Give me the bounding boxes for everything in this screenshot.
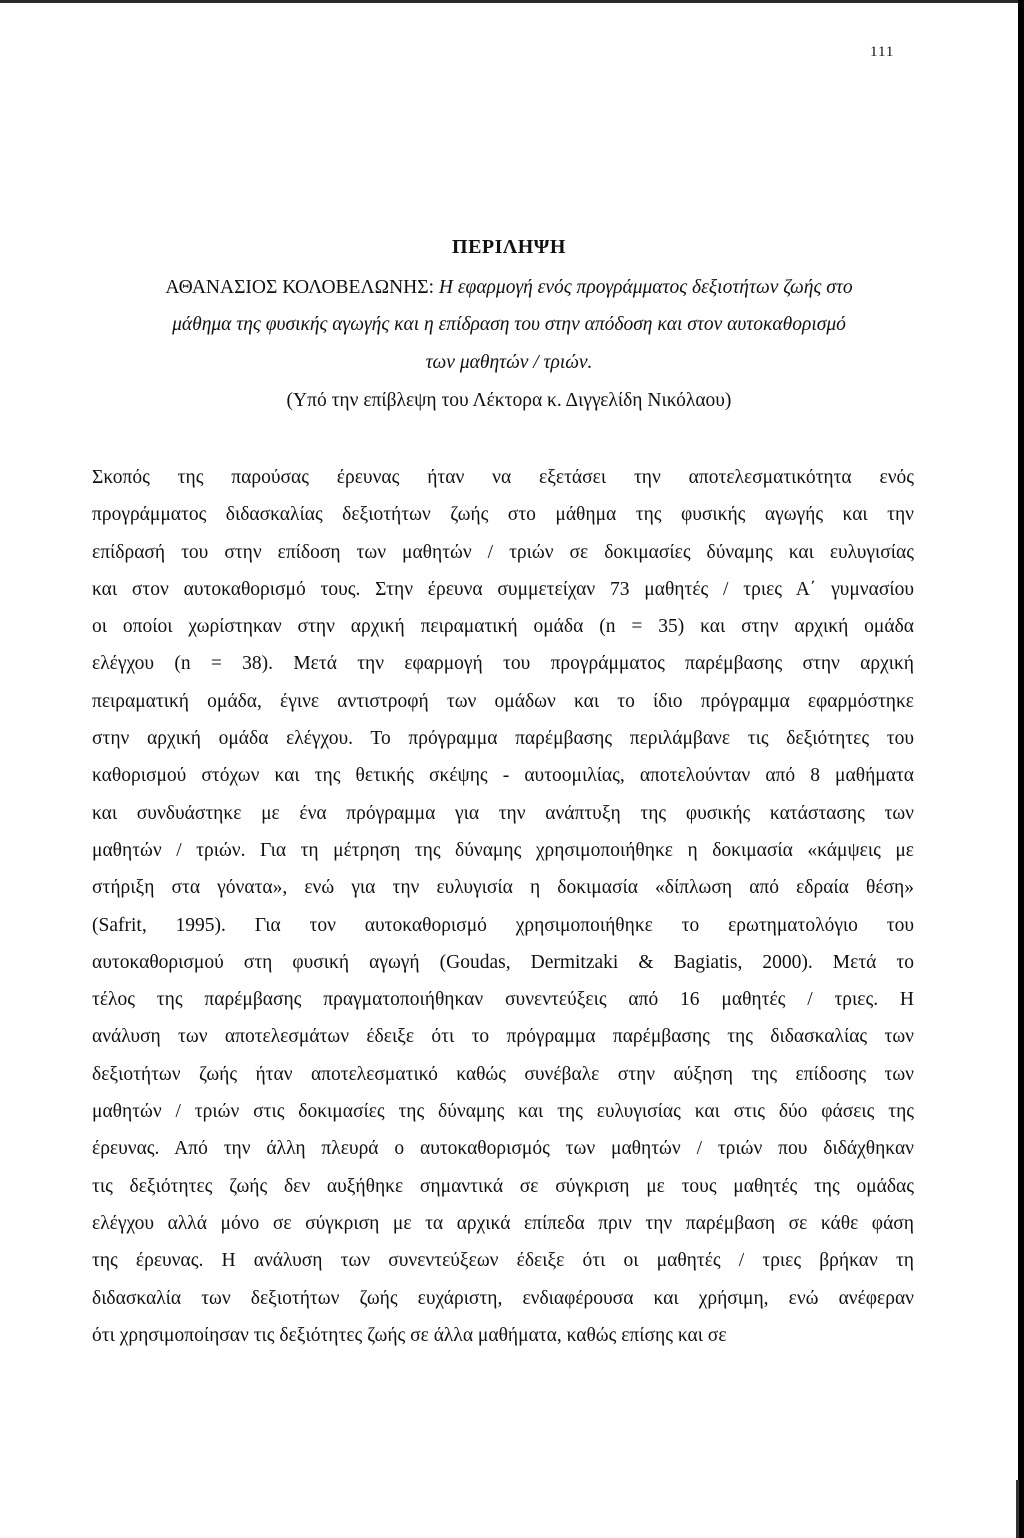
abstract-heading: ΠΕΡΙΛΗΨΗ [452, 236, 566, 258]
scan-right-edge [1018, 0, 1024, 1538]
thesis-title-line-2: μάθημα της φυσικής αγωγής και η επίδραση του στην απόδοση και στον αυτοκαθορισμό [172, 314, 846, 335]
abstract-line: (Safrit, 1995). Για τον αυτοκαθορισμό χρησιμοποιήθηκε το ερωτηματολόγιο του [92, 914, 914, 936]
abstract-line: ότι χρησιμοποίησαν τις δεξιότητες ζωής σε άλλα μαθήματα, καθώς επίσης και σε [92, 1324, 727, 1346]
author-name: ΑΘΑΝΑΣΙΟΣ ΚΟΛΟΒΕΛΩΝΗΣ: [165, 277, 435, 298]
thesis-title-line-1 [0, 277, 1018, 299]
abstract-line: δεξιοτήτων ζωής ήταν αποτελεσματικό καθώς συνέβαλε στην αύξηση της επίδοσης των [92, 1063, 914, 1085]
page-number: 111 [870, 44, 895, 60]
abstract-line: στην αρχική ομάδα ελέγχου. Το πρόγραμμα παρέμβασης περιλάμβανε τις δεξιότητες του [92, 728, 914, 750]
abstract-line: επίδρασή του στην επίδοση των μαθητών / τριών σε δοκιμασίες δύναμης και ευλυγισίας [92, 541, 914, 563]
thesis-title-text: Η εφαρμογή ενός προγράμματος δεξιοτήτων ζωής στο [438, 277, 853, 298]
abstract-line: αυτοκαθορισμού στη φυσική αγωγή (Goudas, Dermitzaki & Bagiatis, 2000). Μετά το [92, 951, 914, 973]
abstract-line: και στον αυτοκαθορισμό τους. Στην έρευνα συμμετείχαν 73 μαθητές / τριες Α΄ γυμνασίου [92, 578, 914, 600]
abstract-line: στήριξη στα γόνατα», ενώ για την ευλυγισία η δοκιμασία «δίπλωση από εδραία θέση» [92, 877, 914, 899]
abstract-line: και συνδυάστηκε με ένα πρόγραμμα για την ανάπτυξη της φυσικής κατάστασης των [92, 802, 914, 824]
abstract-line: ελέγχου αλλά μόνο σε σύγκριση με τα αρχικά επίπεδα πριν την παρέμβαση σε κάθε φάση [92, 1212, 914, 1234]
abstract-line: τις δεξιότητες ζωής δεν αυξήθηκε σημαντικά σε σύγκριση με τους μαθητές της ομάδας [92, 1175, 914, 1197]
abstract-line: τέλος της παρέμβασης πραγματοποιήθηκαν συνεντεύξεις από 16 μαθητές / τριες. Η [92, 989, 914, 1011]
abstract-line: μαθητών / τριών στις δοκιμασίες της δύναμης και της ευλυγισίας και στις δύο φάσεις της [92, 1101, 914, 1123]
abstract-line: προγράμματος διδασκαλίας δεξιοτήτων ζωής στο μάθημα της φυσικής αγωγής και την [92, 504, 914, 526]
abstract-line: της έρευνας. Η ανάλυση των συνεντεύξεων έδειξε ότι οι μαθητές / τριες βρήκαν τη [92, 1250, 914, 1272]
abstract-line: μαθητών / τριών. Για τη μέτρηση της δύναμης χρησιμοποιήθηκε η δοκιμασία «κάμψεις με [92, 839, 914, 861]
abstract-line: διδασκαλία των δεξιοτήτων ζωής ευχάριστη, ενδιαφέρουσα και χρήσιμη, ενώ ανέφεραν [92, 1287, 914, 1309]
scan-top-border [0, 0, 1018, 3]
abstract-line: οι οποίοι χωρίστηκαν στην αρχική πειραματική ομάδα (n = 35) και στην αρχική ομάδα [92, 616, 914, 638]
abstract-line: ελέγχου (n = 38). Μετά την εφαρμογή του προγράμματος παρέμβασης στην αρχική [92, 653, 914, 675]
abstract-line: πειραματική ομάδα, έγινε αντιστροφή των ομάδων και το ίδιο πρόγραμμα εφαρμόστηκε [92, 690, 914, 712]
abstract-line: ανάλυση των αποτελεσμάτων έδειξε ότι το πρόγραμμα παρέμβασης της διδασκαλίας των [92, 1026, 914, 1048]
abstract-body [92, 459, 914, 1354]
abstract-line: Σκοπός της παρούσας έρευνας ήταν να εξετάσει την αποτελεσματικότητα ενός [92, 467, 914, 488]
thesis-title-line-3: των μαθητών / τριών. [425, 352, 593, 373]
scan-edge-mark [1016, 1480, 1019, 1538]
abstract-line: έρευνας. Από την άλλη πλευρά ο αυτοκαθορισμός των μαθητών / τριών που διδάχθηκαν [92, 1138, 914, 1160]
abstract-line: καθορισμού στόχων και της θετικής σκέψης - αυτοομιλίας, αποτελούνταν από 8 μαθήματα [92, 765, 914, 787]
supervisor-line: (Υπό την επίβλεψη του Λέκτορα κ. Διγγελίδη Νικόλαου) [286, 390, 732, 411]
